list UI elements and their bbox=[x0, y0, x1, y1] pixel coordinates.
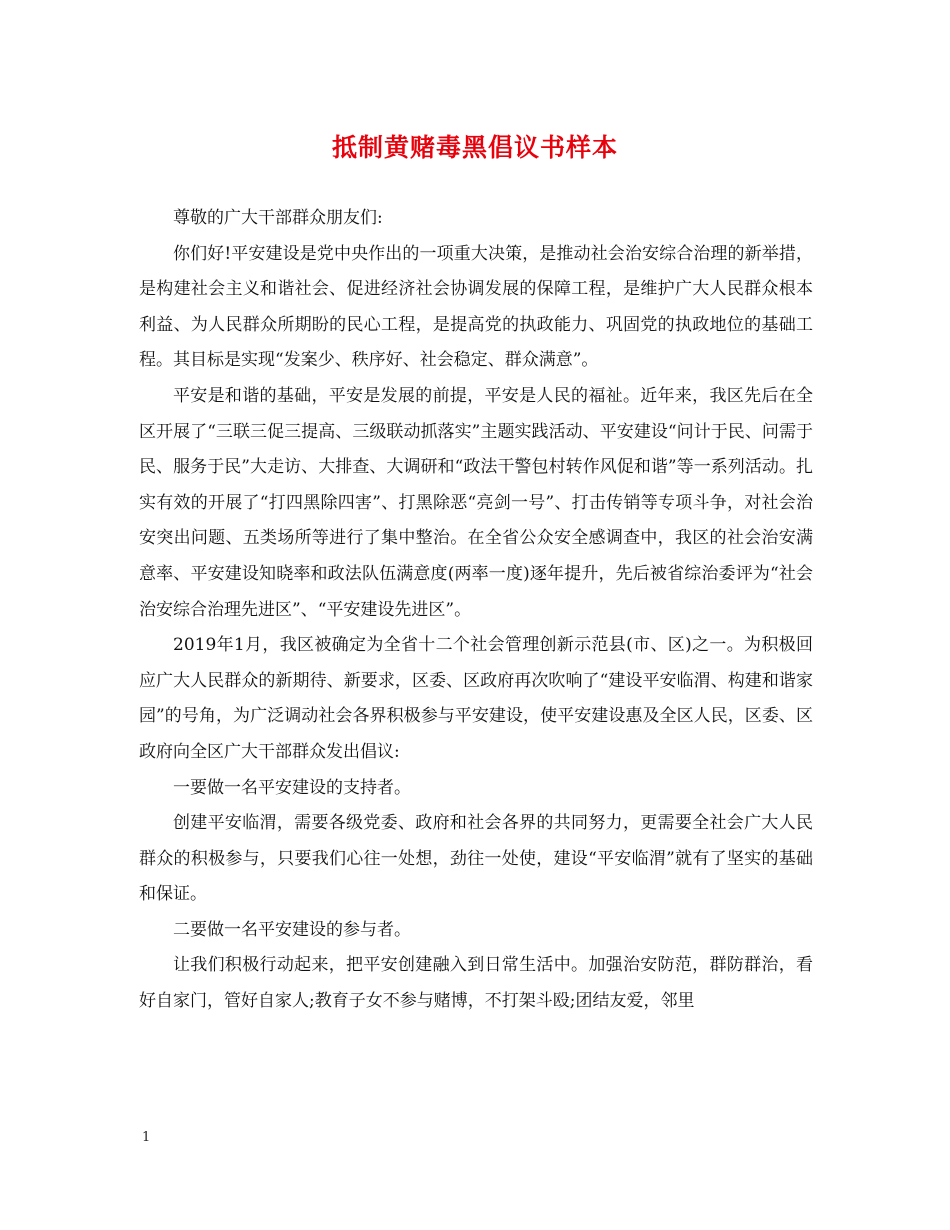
document-title: 抵制黄赌毒黑倡议书样本 bbox=[331, 133, 618, 162]
body-paragraph: 2019年1月，我区被确定为全省十二个社会管理创新示范县(市、区)之一。为积极回应广大人民群众的新期待、新要求，区委、区政府再次吹响了“建设平安临渭、构建和谐家园”的号角，为广泛调动社会各界积极参与平安建设，使平安建设惠及全区人民，区委、区政府向全区广大干部群众发出倡议: bbox=[139, 635, 813, 762]
page-number: 1 bbox=[142, 1130, 151, 1145]
body-paragraph: 让我们积极行动起来，把平安创建融入到日常生活中。加强治安防范，群防群治，看好自家门，管好自家人;教育子女不参与赌博，不打架斗殴;团结友爱，邻里 bbox=[139, 955, 813, 1012]
section-heading-paragraph: 二要做一名平安建设的参与者。 bbox=[173, 919, 411, 940]
salutation-paragraph: 尊敬的广大干部群众朋友们: bbox=[173, 208, 383, 228]
body-paragraph: 创建平安临渭，需要各级党委、政府和社会各界的共同努力，更需要全社会广大人民群众的积极参与，只要我们心往一处想，劲往一处使，建设“平安临渭”就有了坚实的基础和保证。 bbox=[139, 813, 813, 905]
body-paragraph: 你们好!平安建设是党中央作出的一项重大决策，是推动社会治安综合治理的新举措，是构建社会主义和谐社会、促进经济社会协调发展的保障工程，是维护广大人民群众根本利益、为人民群众所期盼的民心工程，是提高党的执政能力、巩固党的执政地位的基础工程。其目标是实现“发案少、秩序好、社会稳定、群众满意”。 bbox=[139, 243, 813, 371]
document-body bbox=[139, 201, 813, 1020]
section-heading-paragraph: 一要做一名平安建设的支持者。 bbox=[173, 777, 411, 798]
body-paragraph: 平安是和谐的基础，平安是发展的前提，平安是人民的福祉。近年来，我区先后在全区开展了“三联三促三提高、三级联动抓落实”主题实践活动、平安建设“问计于民、问需于民、服务于民”大走访、大排查、大调研和“政法干警包村转作风促和谐”等一系列活动。扎实有效的开展了“打四黑除四害”、打黑除恶“亮剑一号”、打击传销等专项斗争，对社会治安突出问题、五类场所等进行了集中整治。在全省公众安全感调查中，我区的社会治安满意率、平安建设知晓率和政法队伍满意度(两率一度)逐年提升，先后被省综治委评为“社会治安综合治理先进区”、“平安建设先进区”。 bbox=[139, 385, 813, 620]
